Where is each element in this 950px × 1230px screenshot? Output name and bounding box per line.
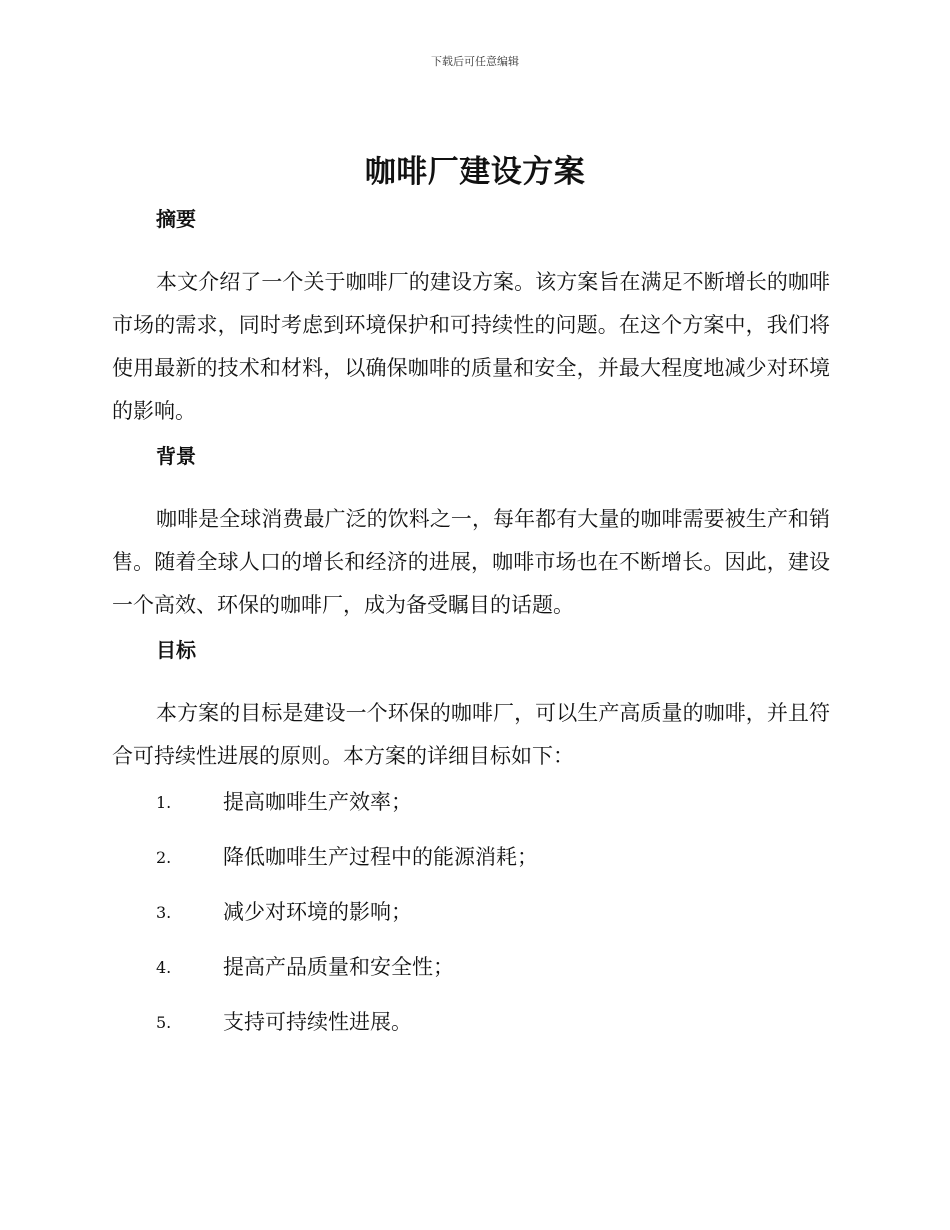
list-item	[112, 786, 830, 841]
list-item	[112, 1006, 830, 1061]
list-item-number: 3.	[156, 903, 172, 922]
list-item-number: 4.	[156, 958, 172, 977]
list-item	[112, 896, 830, 951]
list-item	[112, 841, 830, 896]
section-abstract	[112, 207, 830, 433]
document-title: 咖啡厂建设方案	[364, 154, 586, 190]
list-item-number: 1.	[156, 793, 172, 812]
list-item-number: 2.	[156, 848, 172, 867]
abstract-paragraph: 本文介绍了一个关于咖啡厂的建设方案。该方案旨在满足不断增长的咖啡市场的需求，同时考虑到环境保护和可持续性的问题。在这个方案中，我们将使用最新的技术和材料，以确保咖啡的质量和安全，并最大程度地减少对环境的影响。	[112, 270, 830, 423]
section-heading-goals: 目标	[156, 638, 196, 662]
section-heading-background: 背景	[156, 444, 196, 468]
goals-paragraph: 本方案的目标是建设一个环保的咖啡厂，可以生产高质量的咖啡，并且符合可持续性进展的原则。本方案的详细目标如下：	[112, 701, 830, 768]
list-item	[112, 951, 830, 1006]
list-item-text: 减少对环境的影响；	[223, 900, 412, 924]
background-paragraph: 咖啡是全球消费最广泛的饮料之一，每年都有大量的咖啡需要被生产和销售。随着全球人口的增长和经济的进展，咖啡市场也在不断增长。因此，建设一个高效、环保的咖啡厂，成为备受瞩目的话题。	[112, 507, 830, 617]
section-background	[112, 444, 830, 627]
list-item-text: 降低咖啡生产过程中的能源消耗；	[223, 845, 538, 869]
section-goals	[112, 638, 830, 778]
list-item-text: 提高产品质量和安全性；	[223, 955, 454, 979]
list-item-number: 5.	[156, 1013, 172, 1032]
section-heading-abstract: 摘要	[156, 207, 196, 231]
page-header-note: 下载后可任意编辑	[431, 55, 519, 68]
list-item-text: 支持可持续性进展。	[223, 1010, 412, 1034]
list-item-text: 提高咖啡生产效率；	[223, 790, 412, 814]
goal-list	[112, 786, 830, 1061]
